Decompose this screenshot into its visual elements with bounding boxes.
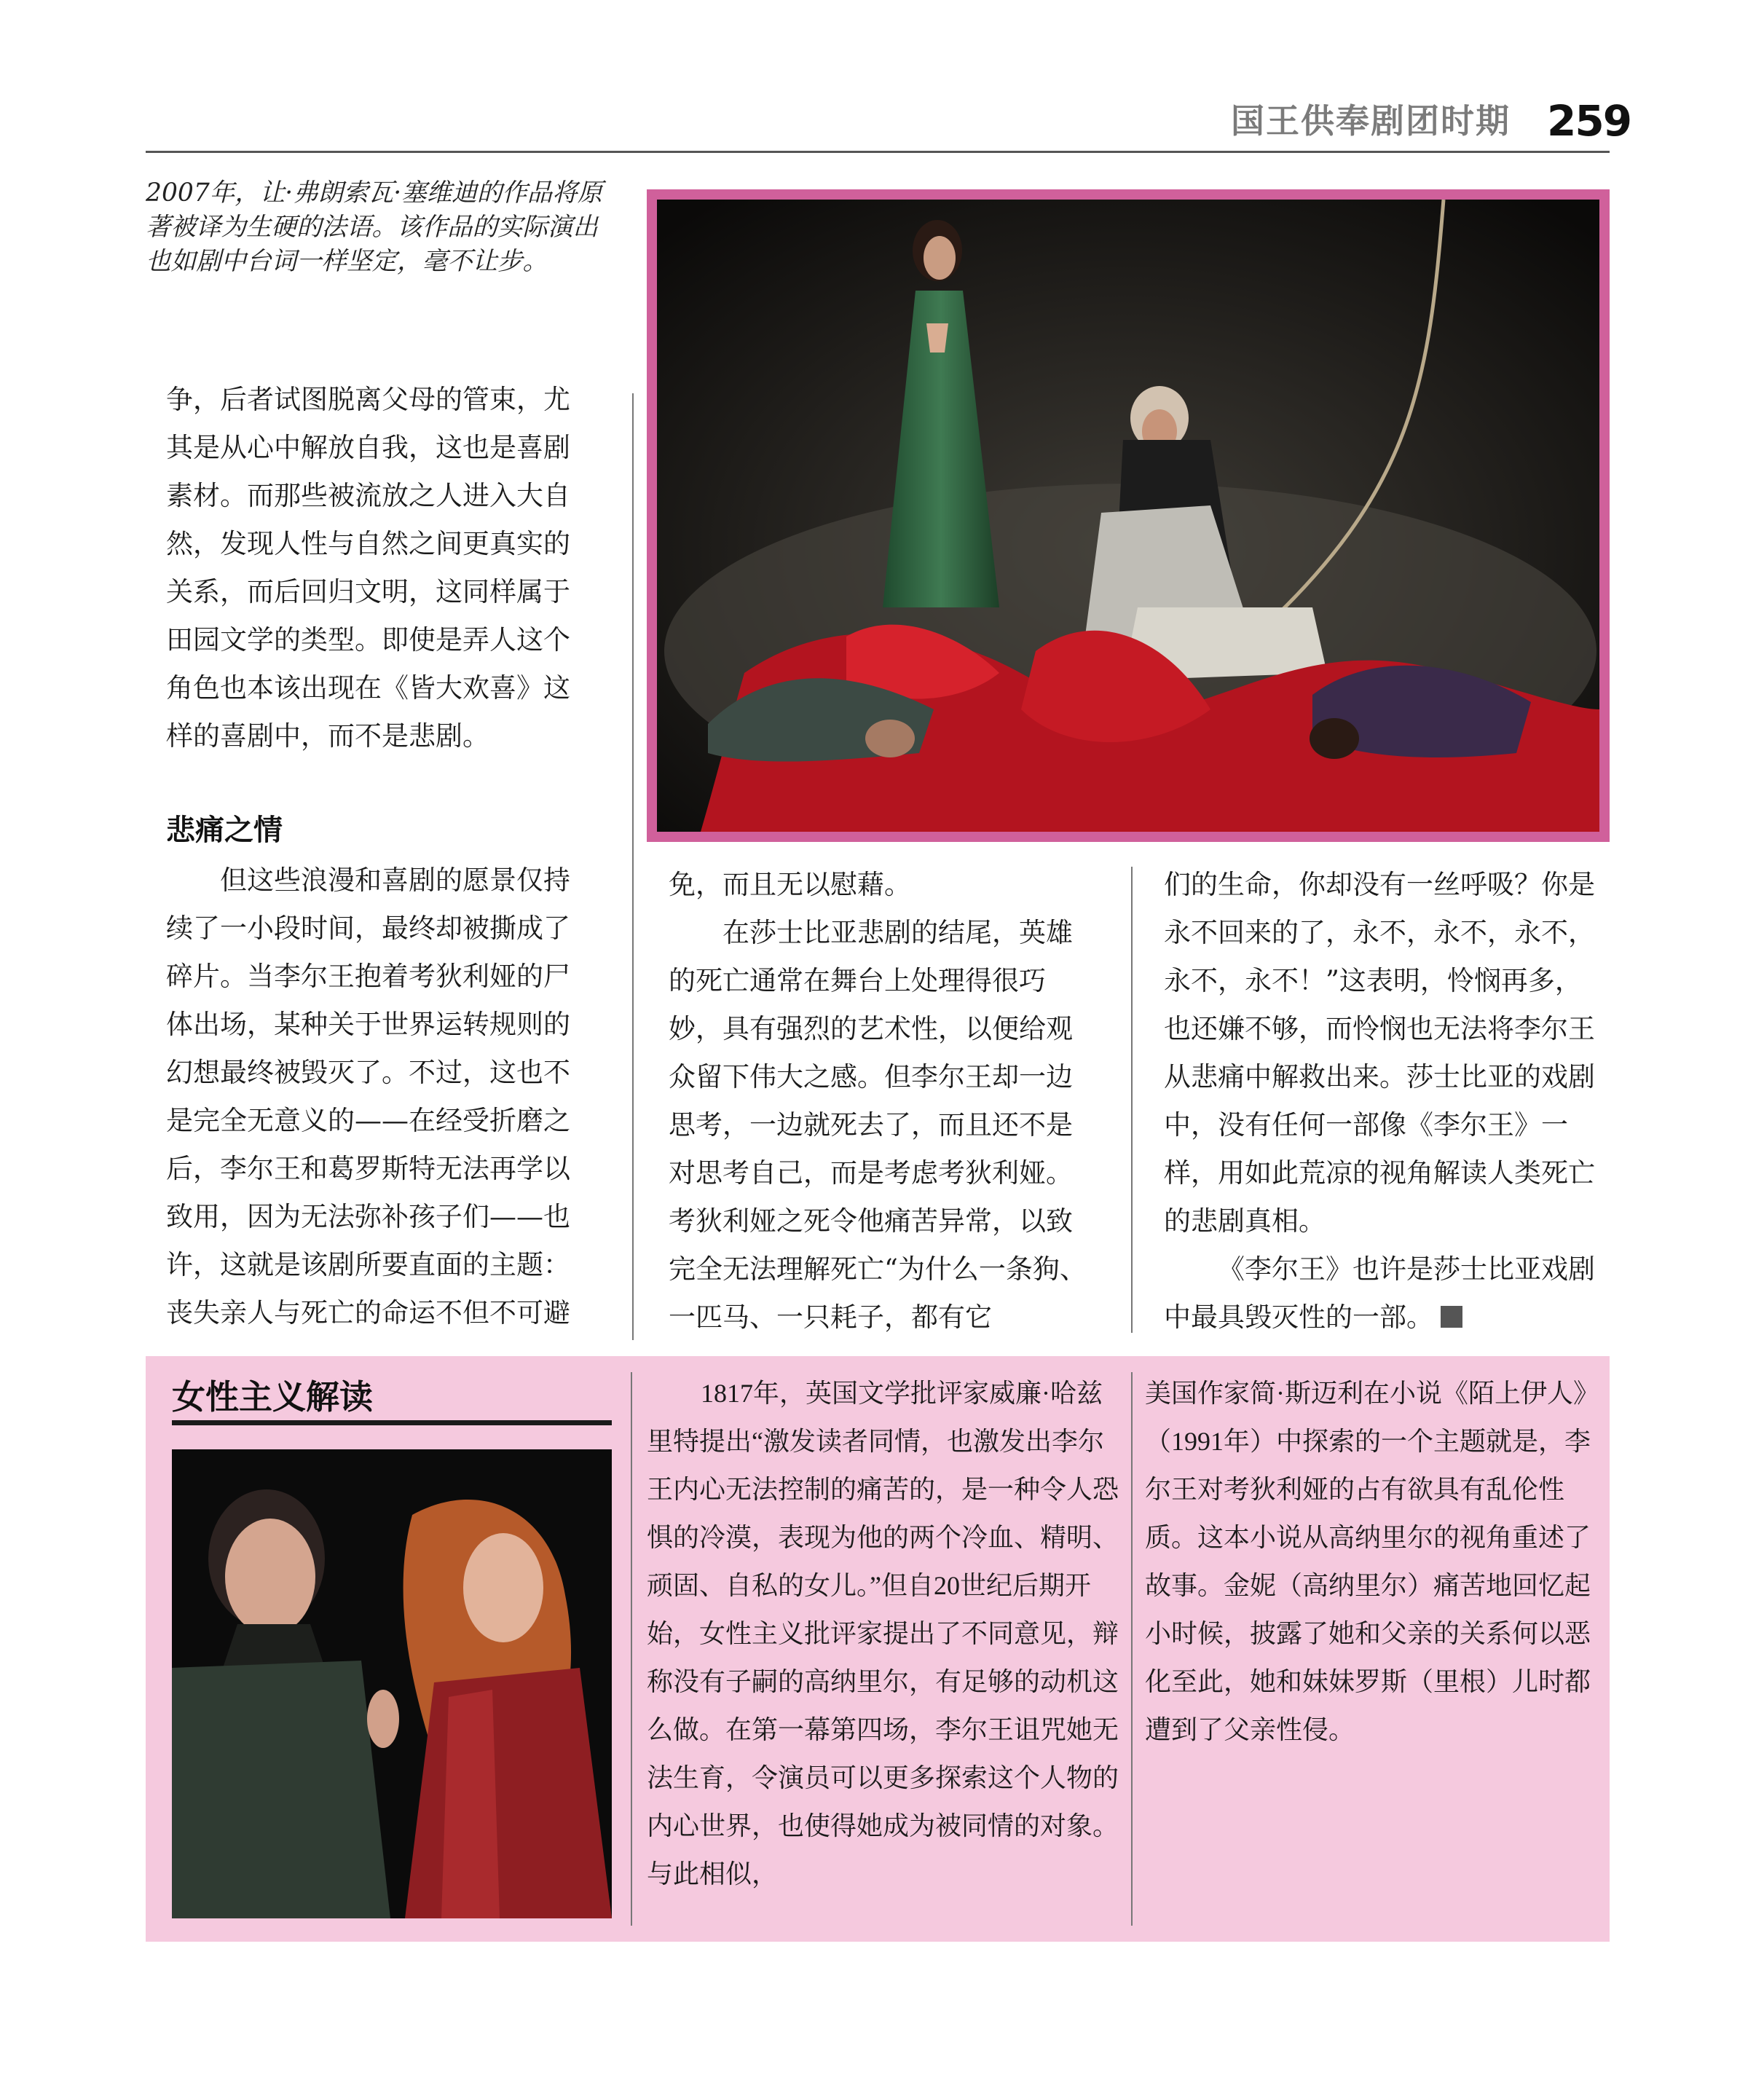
paragraph: 在莎士比亚悲剧的结尾，英雄的死亡通常在舞台上处理得很巧妙，具有强烈的艺术性，以便给观众留下伟大之感。但李尔王却一边思考，一边就死去了，而且还不是对思考自己，而是考虑考狄利娅。考狄利娅之死令他痛苦异常，以致完全无法理解死亡“为什么一条狗、一匹马、一只耗子，都有它 <box>669 917 1087 1333</box>
paragraph: 免，而且无以慰藉。 <box>669 869 911 900</box>
paragraph: 1817年，英国文学批评家威廉·哈兹里特提出“激发读者同情，也激发出李尔王内心无法控制的痛苦的，是一种令人恐惧的冷漠，表现为他的两个冷血、精明、顽固、自私的女儿。”但自20世纪后期开始，女性主义批评家提出了不同意见，辩称没有子嗣的高纳里尔，有足够的动机这么做。在第一幕第四场，李尔王诅咒她无法生育，令演员可以更多探索这个人物的内心世界，也使得她成为被同情的对象。与此相似， <box>647 1379 1119 1889</box>
paragraph: 们的生命，你却没有一丝呼吸？你是永不回来的了，永不，永不，永不，永不，永不！”这表明，怜悯再多，也还嫌不够，而怜悯也无法将李尔王从悲痛中解救出来。莎士比亚的戏剧中，没有任何一部像《李尔王》一样，用如此荒凉的视角解读人类死亡的悲剧真相。 <box>1164 869 1595 1237</box>
end-mark-icon <box>1441 1306 1462 1328</box>
article-column-3 <box>1164 861 1601 1342</box>
paragraph: 美国作家简·斯迈利在小说《陌上伊人》（1991年）中探索的一个主题就是，李尔王对考狄利娅的占有欲具有乱伦性质。这本小说从高纳里尔的视角重述了故事。金妮（高纳里尔）痛苦地回忆起小时候，披露了她和父亲的关系何以恶化至此，她和妹妹罗斯（里根）儿时都遭到了父亲性侵。 <box>1145 1379 1599 1744</box>
column-divider <box>1131 867 1133 1333</box>
paragraph: 争，后者试图脱离父母的管束，尤其是从心中解放自我，这也是喜剧素材。而那些被流放之人进入大自然，发现人性与自然之间更真实的关系，而后回归文明，这同样属于田园文学的类型。即使是弄人这个角色也本该出现在《皆大欢喜》这样的喜剧中，而不是悲剧。 <box>166 384 570 752</box>
sidebar-column-2 <box>647 1369 1120 1898</box>
running-title: 国王供奉剧团时期 <box>1231 101 1511 141</box>
sidebar-title: 女性主义解读 <box>172 1377 373 1417</box>
sidebar-column-3 <box>1145 1369 1602 1754</box>
sidebar-column-divider <box>1131 1372 1133 1926</box>
paragraph-text: 《李尔王》也许是莎士比亚戏剧中最具毁灭性的一部。 <box>1164 1253 1595 1333</box>
sidebar-title-rule <box>172 1420 612 1425</box>
photo-caption: 2007年，让·弗朗索瓦·塞维迪的作品将原著被译为生硬的法语。该作品的实际演出也如剧中台词一样坚定，毫不让步。 <box>146 178 603 276</box>
sidebar-column-divider <box>631 1372 632 1926</box>
article-column-1-bottom <box>166 857 596 1337</box>
header-rule <box>146 151 1610 153</box>
section-heading: 悲痛之情 <box>166 814 283 847</box>
column-divider <box>632 393 634 1340</box>
article-column-1-top <box>166 376 596 760</box>
page-number: 259 <box>1547 96 1631 146</box>
article-column-2 <box>669 861 1098 1342</box>
stage-photo-frame <box>647 189 1610 842</box>
paragraph <box>1164 1245 1601 1342</box>
stage-photo <box>657 200 1599 832</box>
actresses-photo <box>172 1449 612 1918</box>
paragraph: 但这些浪漫和喜剧的愿景仅持续了一小段时间，最终却被撕成了碎片。当李尔王抱着考狄利娅的尸体出场，某种关于世界运转规则的幻想最终被毁灭了。不过，这也不是完全无意义的——在经受折磨之后，李尔王和葛罗斯特无法再学以致用，因为无法弥补孩子们——也许，这就是该剧所要直面的主题：丧失亲人与死亡的命运不但不可避 <box>166 865 570 1328</box>
